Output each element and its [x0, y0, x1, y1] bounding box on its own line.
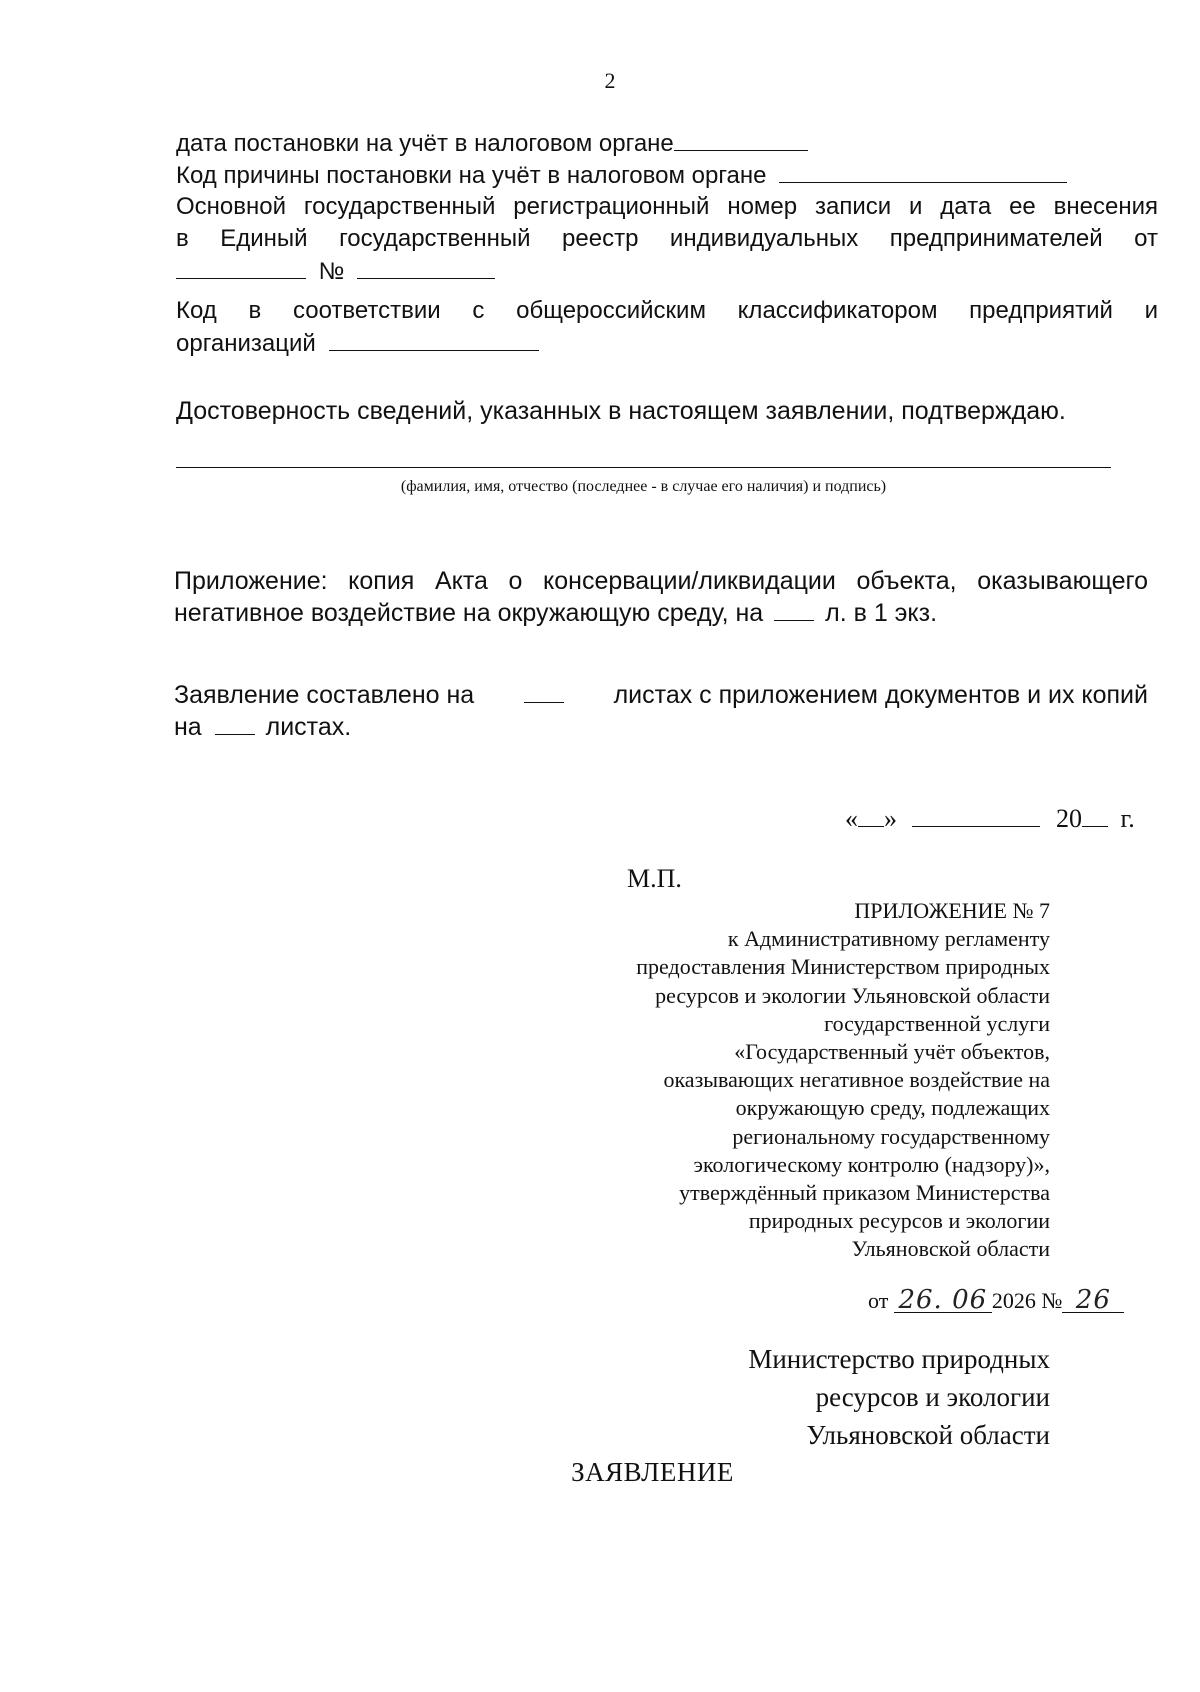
compiled-text-c: на — [174, 713, 202, 741]
blank-line — [329, 328, 539, 351]
order-number-label: № — [1041, 1288, 1063, 1313]
open-quote: « — [845, 804, 858, 833]
appendix-line: окружающую среду, подлежащих — [735, 1095, 1050, 1121]
kpp-field — [176, 160, 1067, 191]
confirmation-text: Достоверность сведений, указанных в настоящем заявлении, подтверждаю. — [176, 397, 1066, 425]
appendix-line: утверждённый приказом Министерства — [679, 1180, 1050, 1206]
compiled-text-b: листах с приложением документов и их копий — [613, 681, 1148, 709]
blank-line — [779, 160, 1067, 183]
year-suffix: г. — [1120, 804, 1135, 833]
attachment-line-2 — [174, 598, 937, 628]
blank-line — [524, 680, 564, 703]
okpo-line-2 — [176, 328, 539, 359]
appendix-line: предоставления Министерством природных — [636, 954, 1050, 980]
order-date-handwritten: 26. 06 — [894, 1288, 992, 1313]
compiled-line-1 — [174, 680, 1148, 710]
ogrn-line-1: Основной государственный регистрационный номер записи и дата ее внесения — [176, 193, 1158, 220]
signature-line — [176, 467, 1111, 468]
document-title: ЗАЯВЛЕНИЕ — [571, 1457, 734, 1487]
appendix-line: ресурсов и экологии Ульяновской области — [655, 982, 1050, 1008]
order-year: 2026 — [991, 1288, 1036, 1313]
blank-line — [912, 804, 1040, 827]
blank-line — [176, 256, 306, 279]
addressee-line: ресурсов и экологии — [815, 1382, 1050, 1412]
attachment-text: негативное воздействие на окружающую среду, на — [174, 599, 764, 627]
order-number-handwritten: 26 — [1062, 1288, 1124, 1313]
appendix-line: оказывающих негативное воздействие на — [663, 1067, 1050, 1093]
blank-line — [774, 598, 814, 621]
appendix-line: государственной услуги — [824, 1010, 1050, 1036]
signature-caption: (фамилия, имя, отчество (последнее - в случае его наличия) и подпись) — [400, 478, 887, 495]
ogrn-line-2: в Единый государственный реестр индивидуальных предпринимателей от — [176, 225, 1158, 252]
close-quote: » — [884, 804, 897, 833]
blank-line — [1082, 804, 1108, 827]
appendix-line: региональному государственному — [732, 1123, 1050, 1149]
order-date-prefix: от — [868, 1288, 889, 1313]
attachment-sheets: л. в 1 экз. — [825, 599, 938, 627]
kpp-label: Код причины постановки на учёт в налоговом органе — [176, 162, 767, 189]
year-prefix: 20 — [1056, 804, 1082, 833]
appendix-line: экологическому контролю (надзору)», — [693, 1151, 1050, 1177]
blank-line — [215, 712, 255, 735]
tax-registration-date-field — [176, 128, 808, 159]
page-number: 2 — [604, 68, 616, 93]
appendix-line: «Государственный учёт объектов, — [734, 1039, 1050, 1065]
compiled-line-2 — [174, 712, 351, 742]
addressee-line: Министерство природных — [748, 1344, 1050, 1374]
order-date-number — [868, 1286, 1124, 1316]
appendix-line: к Административному регламенту — [727, 926, 1050, 952]
compiled-text-d: листах. — [265, 713, 352, 741]
blank-line — [858, 804, 884, 827]
addressee-line: Ульяновской области — [806, 1420, 1050, 1450]
attachment-line-1: Приложение: копия Акта о консервации/ликвидации объекта, оказывающего — [174, 567, 1148, 595]
ogrn-blank-row — [176, 256, 495, 287]
blank-line — [357, 256, 495, 279]
compiled-text-a: Заявление составлено на — [174, 681, 475, 709]
addressee-block — [748, 1340, 1050, 1454]
blank-line — [674, 128, 808, 151]
appendix-header — [530, 897, 1050, 1264]
tax-registration-date-label: дата постановки на учёт в налоговом органе — [176, 130, 674, 157]
number-sign: № — [318, 258, 345, 285]
okpo-line-1: Код в соответствии с общероссийским классификатором предприятий и — [176, 297, 1158, 324]
appendix-line: природных ресурсов и экологии — [748, 1208, 1050, 1234]
okpo-label: организаций — [176, 330, 316, 357]
date-line — [845, 804, 1135, 834]
appendix-line: Ульяновской области — [851, 1236, 1050, 1262]
stamp-place: М.П. — [627, 864, 682, 893]
appendix-title: ПРИЛОЖЕНИЕ № 7 — [854, 898, 1050, 923]
